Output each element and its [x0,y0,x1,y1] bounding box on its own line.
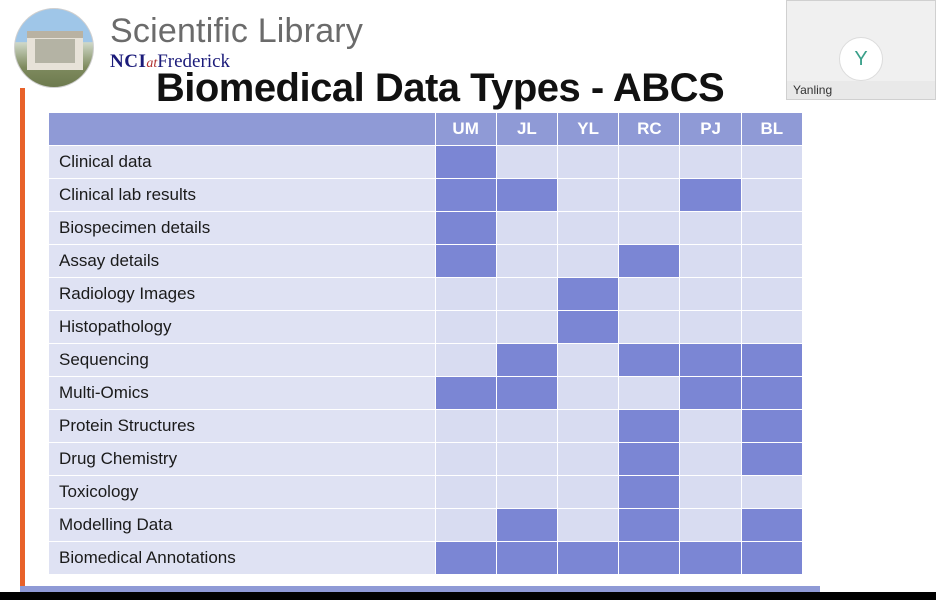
matrix-cell [619,410,680,443]
matrix-cell [619,344,680,377]
matrix-cell [558,212,619,245]
matrix-cell [496,410,557,443]
column-header-bl: BL [741,113,802,146]
matrix-cell [435,146,496,179]
column-header-jl: JL [496,113,557,146]
matrix-cell [680,146,741,179]
matrix-cell [680,476,741,509]
column-header-um: UM [435,113,496,146]
table-row [49,377,803,410]
table-row [49,245,803,278]
table-row [49,344,803,377]
matrix-cell [680,344,741,377]
video-participant-tile[interactable] [786,0,936,100]
matrix-cell [496,245,557,278]
matrix-cell [496,443,557,476]
matrix-cell [435,377,496,410]
matrix-cell [741,377,802,410]
matrix-cell [435,476,496,509]
matrix-cell [558,344,619,377]
row-label: Drug Chemistry [49,443,436,476]
matrix-cell [558,509,619,542]
table-row [49,311,803,344]
matrix-cell [619,146,680,179]
matrix-cell [680,509,741,542]
matrix-cell [619,212,680,245]
matrix-cell [435,443,496,476]
matrix-cell [619,377,680,410]
matrix-cell [741,443,802,476]
matrix-cell [741,146,802,179]
matrix-cell [680,443,741,476]
table-row [49,146,803,179]
matrix-cell [558,476,619,509]
matrix-cell [558,146,619,179]
matrix-cell [619,278,680,311]
table-body [49,146,803,575]
matrix-cell [496,344,557,377]
matrix-cell [619,443,680,476]
matrix-cell [496,278,557,311]
table-row [49,278,803,311]
matrix-cell [680,212,741,245]
matrix-cell [558,278,619,311]
matrix-cell [741,344,802,377]
row-label: Radiology Images [49,278,436,311]
matrix-cell [435,212,496,245]
org-sub-at: at [146,56,158,71]
matrix-cell [680,542,741,575]
matrix-cell [435,278,496,311]
matrix-cell [741,212,802,245]
table-row [49,410,803,443]
matrix-cell [741,410,802,443]
column-header-rowlabel [49,113,436,146]
row-label: Protein Structures [49,410,436,443]
table-row [49,443,803,476]
matrix-cell [496,212,557,245]
matrix-cell [558,245,619,278]
page-title: Biomedical Data Types - ABCS [155,66,725,110]
column-header-rc: RC [619,113,680,146]
table-row [49,476,803,509]
matrix-cell [496,509,557,542]
matrix-cell [435,410,496,443]
matrix-cell [558,311,619,344]
matrix-cell [741,278,802,311]
row-label: Modelling Data [49,509,436,542]
row-label: Toxicology [49,476,436,509]
data-types-matrix [48,112,803,575]
matrix-cell [435,509,496,542]
matrix-cell [435,179,496,212]
logo-text [110,14,363,71]
row-label: Sequencing [49,344,436,377]
matrix-cell [741,542,802,575]
matrix-cell [496,377,557,410]
matrix-cell [619,542,680,575]
matrix-cell [741,509,802,542]
row-label: Biomedical Annotations [49,542,436,575]
column-header-yl: YL [558,113,619,146]
matrix-cell [435,311,496,344]
matrix-cell [741,245,802,278]
org-sub-nci: NCI [110,51,147,72]
matrix-cell [496,146,557,179]
org-title: Scientific Library [110,12,364,50]
table-row [49,212,803,245]
org-sub-place: Frederick [157,51,231,72]
row-label: Histopathology [49,311,436,344]
matrix-cell [619,179,680,212]
row-label: Assay details [49,245,436,278]
matrix-cell [619,476,680,509]
row-label: Clinical lab results [49,179,436,212]
row-label: Biospecimen details [49,212,436,245]
matrix-cell [558,542,619,575]
letterbox-strip [0,592,936,600]
matrix-cell [619,311,680,344]
matrix-cell [496,179,557,212]
table-header-row [49,113,803,146]
column-header-pj: PJ [680,113,741,146]
matrix-cell [558,410,619,443]
table-row [49,509,803,542]
matrix-cell [435,542,496,575]
avatar: Y [839,37,883,81]
left-accent-bar [20,88,25,588]
matrix-cell [558,443,619,476]
matrix-cell [435,344,496,377]
matrix-cell [680,311,741,344]
matrix-cell [619,245,680,278]
matrix-cell [741,179,802,212]
matrix-cell [741,476,802,509]
matrix-cell [680,278,741,311]
participant-name-label: Yanling [787,81,935,99]
row-label: Multi-Omics [49,377,436,410]
matrix-cell [619,509,680,542]
table-row [49,542,803,575]
matrix-cell [680,245,741,278]
matrix-cell [680,179,741,212]
matrix-cell [496,476,557,509]
table-row [49,179,803,212]
matrix-cell [680,410,741,443]
matrix-cell [558,377,619,410]
row-label: Clinical data [49,146,436,179]
matrix-cell [558,179,619,212]
matrix-cell [741,311,802,344]
matrix-cell [680,377,741,410]
matrix-cell [496,542,557,575]
matrix-cell [496,311,557,344]
matrix-cell [435,245,496,278]
